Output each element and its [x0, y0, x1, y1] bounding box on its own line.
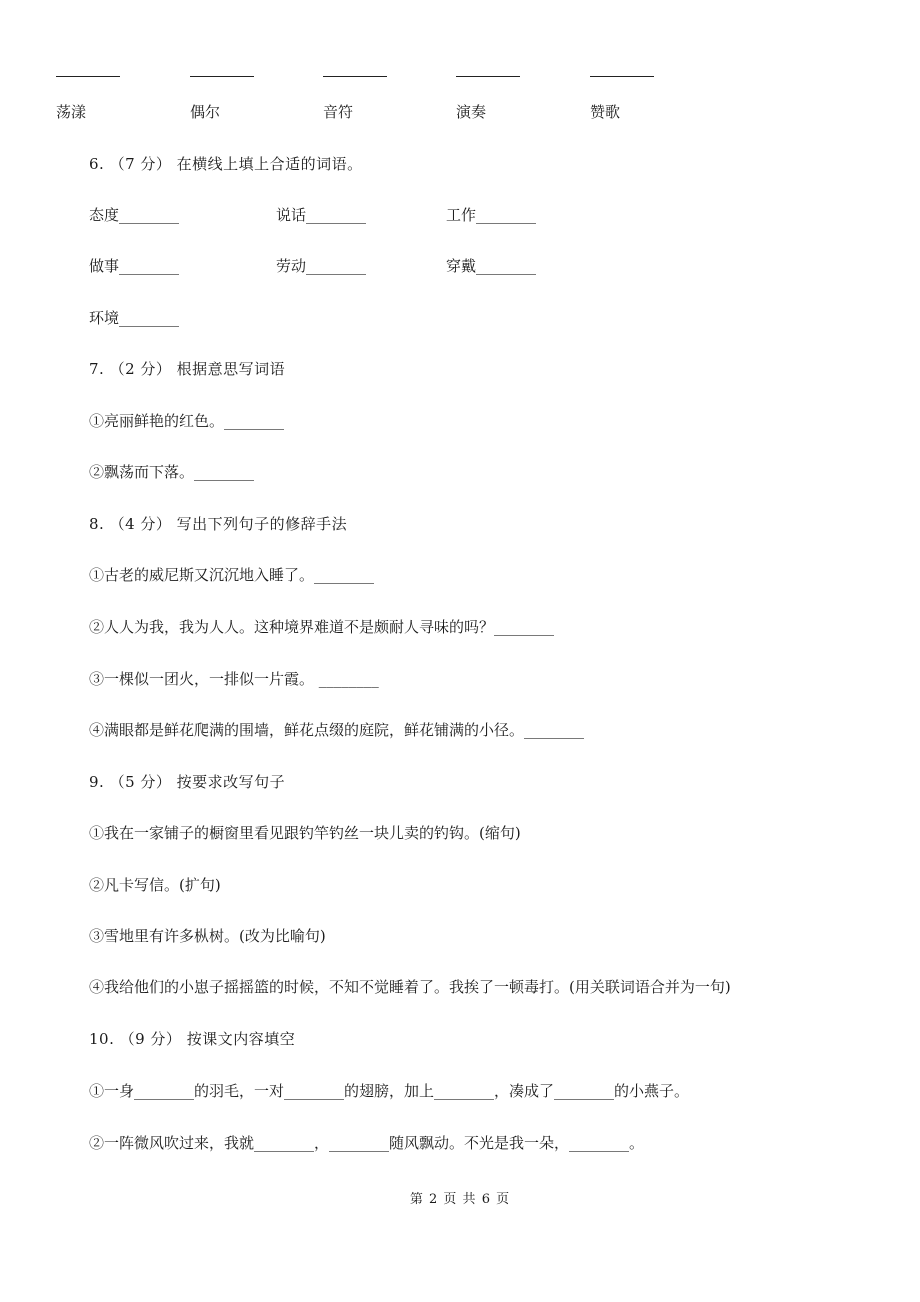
page-number-footer: 第 2 页 共 6 页 — [409, 1192, 511, 1207]
answer-blank-1[interactable] — [56, 76, 120, 77]
fill-item: 做事________ — [89, 257, 180, 275]
question-10-item-1: ①一身________的羽毛，一对________的翅膀，加上________，凑成了________的小燕子。 — [89, 1082, 690, 1100]
question-8-item-3: ③一棵似一团火，一排似一片霞。 ________ — [89, 670, 379, 688]
answer-blank-3[interactable] — [323, 76, 387, 77]
word-item: 演奏 — [456, 103, 487, 121]
fill-item: 态度________ — [89, 206, 180, 224]
question-10-item-2: ②一阵微风吹过来，我就________，________随风飘动。不光是我一朵，________。 — [89, 1134, 645, 1152]
fill-item: 劳动________ — [276, 257, 367, 275]
word-item: 偶尔 — [190, 103, 221, 121]
fill-item: 工作________ — [446, 206, 537, 224]
fill-item: 穿戴________ — [446, 257, 537, 275]
question-9-item-4: ④我给他们的小崽子摇摇篮的时候，不知不觉睡着了。我挨了一顿毒打。(用关联词语合并为一句) — [89, 978, 731, 996]
question-7-header: 7. （2 分） 根据意思写词语 — [89, 360, 286, 378]
answer-blank-4[interactable] — [456, 76, 520, 77]
question-7-item-1: ①亮丽鲜艳的红色。________ — [89, 412, 285, 430]
word-item: 赞歌 — [590, 103, 621, 121]
question-8-item-4: ④满眼都是鲜花爬满的围墙，鲜花点缀的庭院，鲜花铺满的小径。________ — [89, 721, 585, 739]
question-10-header: 10. （9 分） 按课文内容填空 — [89, 1030, 296, 1048]
answer-blank-2[interactable] — [190, 76, 254, 77]
question-9-item-3: ③雪地里有许多枞树。(改为比喻句) — [89, 927, 326, 945]
question-9-item-1: ①我在一家铺子的橱窗里看见跟钓竿钓丝一块儿卖的钓钩。(缩句) — [89, 824, 521, 842]
question-8-header: 8. （4 分） 写出下列句子的修辞手法 — [89, 515, 348, 533]
question-9-header: 9. （5 分） 按要求改写句子 — [89, 773, 286, 791]
question-6-header: 6. （7 分） 在横线上填上合适的词语。 — [89, 155, 363, 173]
answer-blank-5[interactable] — [590, 76, 654, 77]
word-item: 音符 — [323, 103, 354, 121]
fill-item: 说话________ — [276, 206, 367, 224]
fill-item: 环境________ — [89, 309, 180, 327]
question-9-item-2: ②凡卡写信。(扩句) — [89, 876, 221, 894]
word-item: 荡漾 — [56, 103, 87, 121]
question-8-item-1: ①古老的威尼斯又沉沉地入睡了。________ — [89, 566, 375, 584]
question-7-item-2: ②飘荡而下落。________ — [89, 463, 255, 481]
question-8-item-2: ②人人为我，我为人人。这种境界难道不是颇耐人寻味的吗？________ — [89, 618, 555, 636]
